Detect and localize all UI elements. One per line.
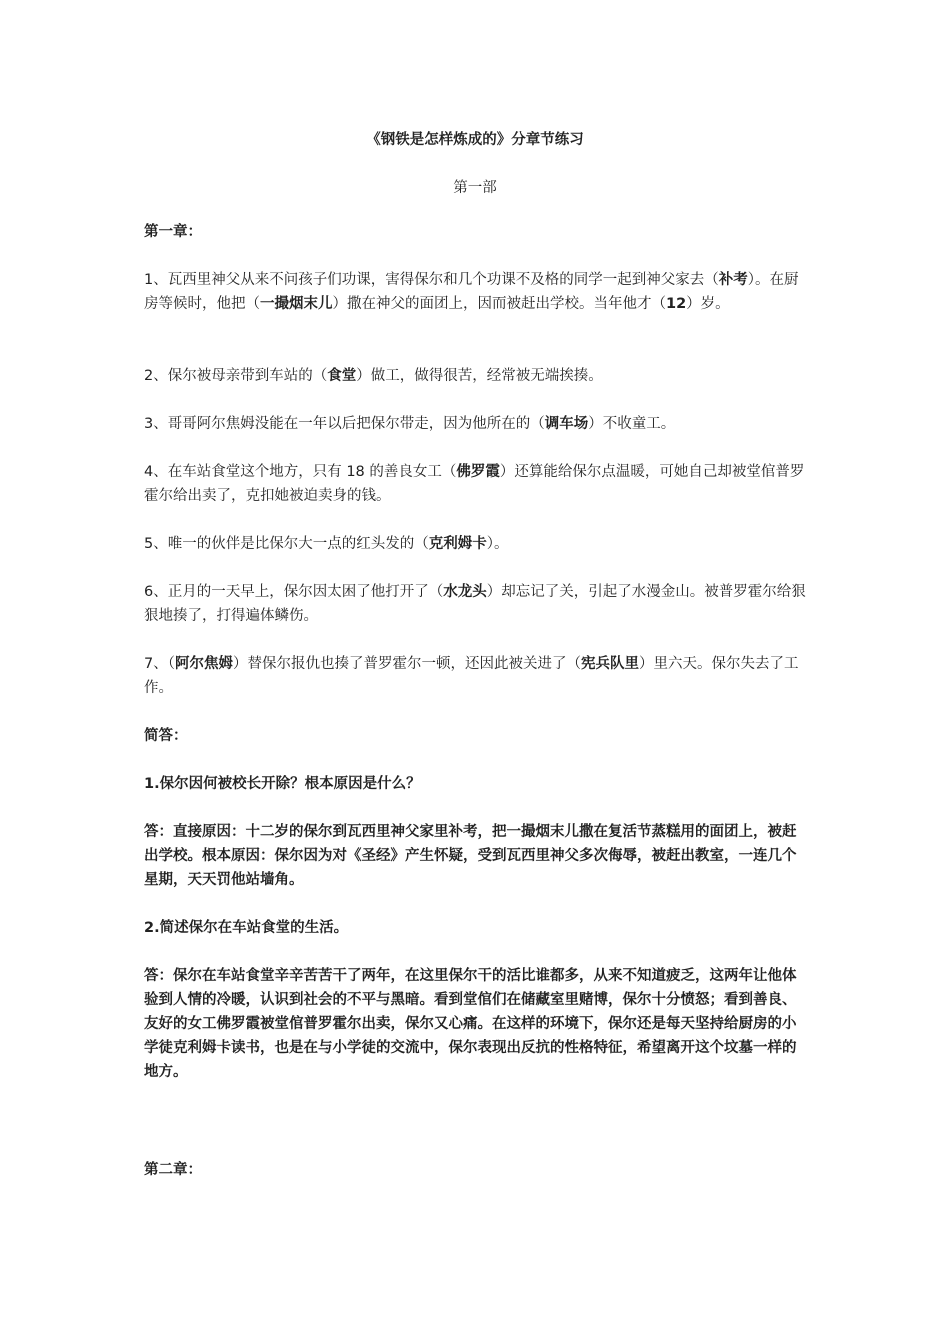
short-answer: 答：保尔在车站食堂辛辛苦苦干了两年，在这里保尔干的活比谁都多，从来不知道疲乏，这两年让他体验到人情的冷暖，认识到社会的不平与黑暗。看到堂倌们在储藏室里赌博，保尔十分愤怒；看到善良、友好的女工佛罗霞被堂倌普罗霍尔出卖，保尔又心痛。在这样的环境下，保尔还是每天坚持给厨房的小学徒克利姆卡读书，也是在与小学徒的交流中，保尔表现出反抗的性格特征，希望离开这个坟墓一样的地方。	[144, 968, 797, 1080]
item-text: ）还算能给保尔点温暖，可她自己却被堂倌普罗霍尔给出卖了，克扣她被迫卖身的钱。	[144, 464, 805, 504]
item-text: ）里六天。保尔失去了工作。	[144, 656, 799, 696]
question-item	[144, 364, 809, 388]
item-text: 5、唯一的伙伴是比保尔大一点的红头发的（	[144, 536, 429, 552]
question-item	[144, 268, 809, 316]
short-answer: 答：直接原因：十二岁的保尔到瓦西里神父家里补考，把一撮烟末儿撒在复活节蒸糕用的面团上，被赶出学校。根本原因：保尔因为对《圣经》产生怀疑，受到瓦西里神父多次侮辱，被赶出教室，一连几个星期，天天罚他站墙角。	[144, 824, 797, 888]
answer-blank: 补考	[718, 272, 748, 288]
item-text: 6、正月的一天早上，保尔因太困了他打开了（	[144, 584, 444, 600]
document-title: 《钢铁是怎样炼成的》分章节练习	[366, 132, 584, 148]
item-text: 3、哥哥阿尔焦姆没能在一年以后把保尔带走，因为他所在的（	[144, 416, 545, 432]
short-question: 1.保尔因何被校长开除？根本原因是什么？	[144, 776, 421, 792]
answer-blank: 克利姆卡	[428, 536, 487, 552]
short-question: 2.简述保尔在车站食堂的生活。	[144, 920, 349, 936]
item-text: 1、瓦西里神父从来不问孩子们功课，害得保尔和几个功课不及格的同学一起到神父家去（	[144, 272, 719, 288]
answer-blank: 12	[666, 296, 687, 312]
answer-blank: 阿尔焦姆	[174, 656, 233, 672]
item-text: ）。	[486, 536, 509, 552]
question-item	[144, 460, 809, 508]
item-text: ）做工，做得很苦，经常被无端挨揍。	[356, 368, 603, 384]
item-text: 2、保尔被母亲带到车站的（	[144, 368, 328, 384]
item-text: ）撒在神父的面团上，因而被赶出学校。当年他才（	[332, 296, 666, 312]
question-item	[144, 532, 809, 556]
short-answer-heading: 简答：	[144, 728, 188, 744]
item-text: 4、在车站食堂这个地方，只有 18 的善良女工（	[144, 464, 457, 480]
answer-blank: 食堂	[327, 368, 357, 384]
answer-blank: 佛罗霞	[456, 464, 500, 480]
answer-blank: 一撮烟末儿	[260, 296, 333, 312]
item-text: ）不收童工。	[588, 416, 676, 432]
question-item	[144, 652, 809, 700]
chapter-1-heading: 第一章：	[144, 224, 202, 240]
part-heading: 第一部	[453, 180, 497, 196]
item-text: ）替保尔报仇也揍了普罗霍尔一顿，还因此被关进了（	[232, 656, 581, 672]
answer-blank: 宪兵队里	[580, 656, 639, 672]
item-text: ）。在厨房等候时，他把（	[144, 272, 799, 312]
item-text: ）岁。	[686, 296, 730, 312]
question-item	[144, 412, 809, 436]
item-text: ）却忘记了关，引起了水漫金山。被普罗霍尔给狠狠地揍了，打得遍体鳞伤。	[144, 584, 806, 624]
answer-blank: 调车场	[544, 416, 589, 432]
item-text: 7、（	[144, 656, 175, 672]
question-item	[144, 580, 809, 628]
chapter-2-heading: 第二章：	[144, 1162, 202, 1178]
answer-blank: 水龙头	[443, 584, 487, 600]
